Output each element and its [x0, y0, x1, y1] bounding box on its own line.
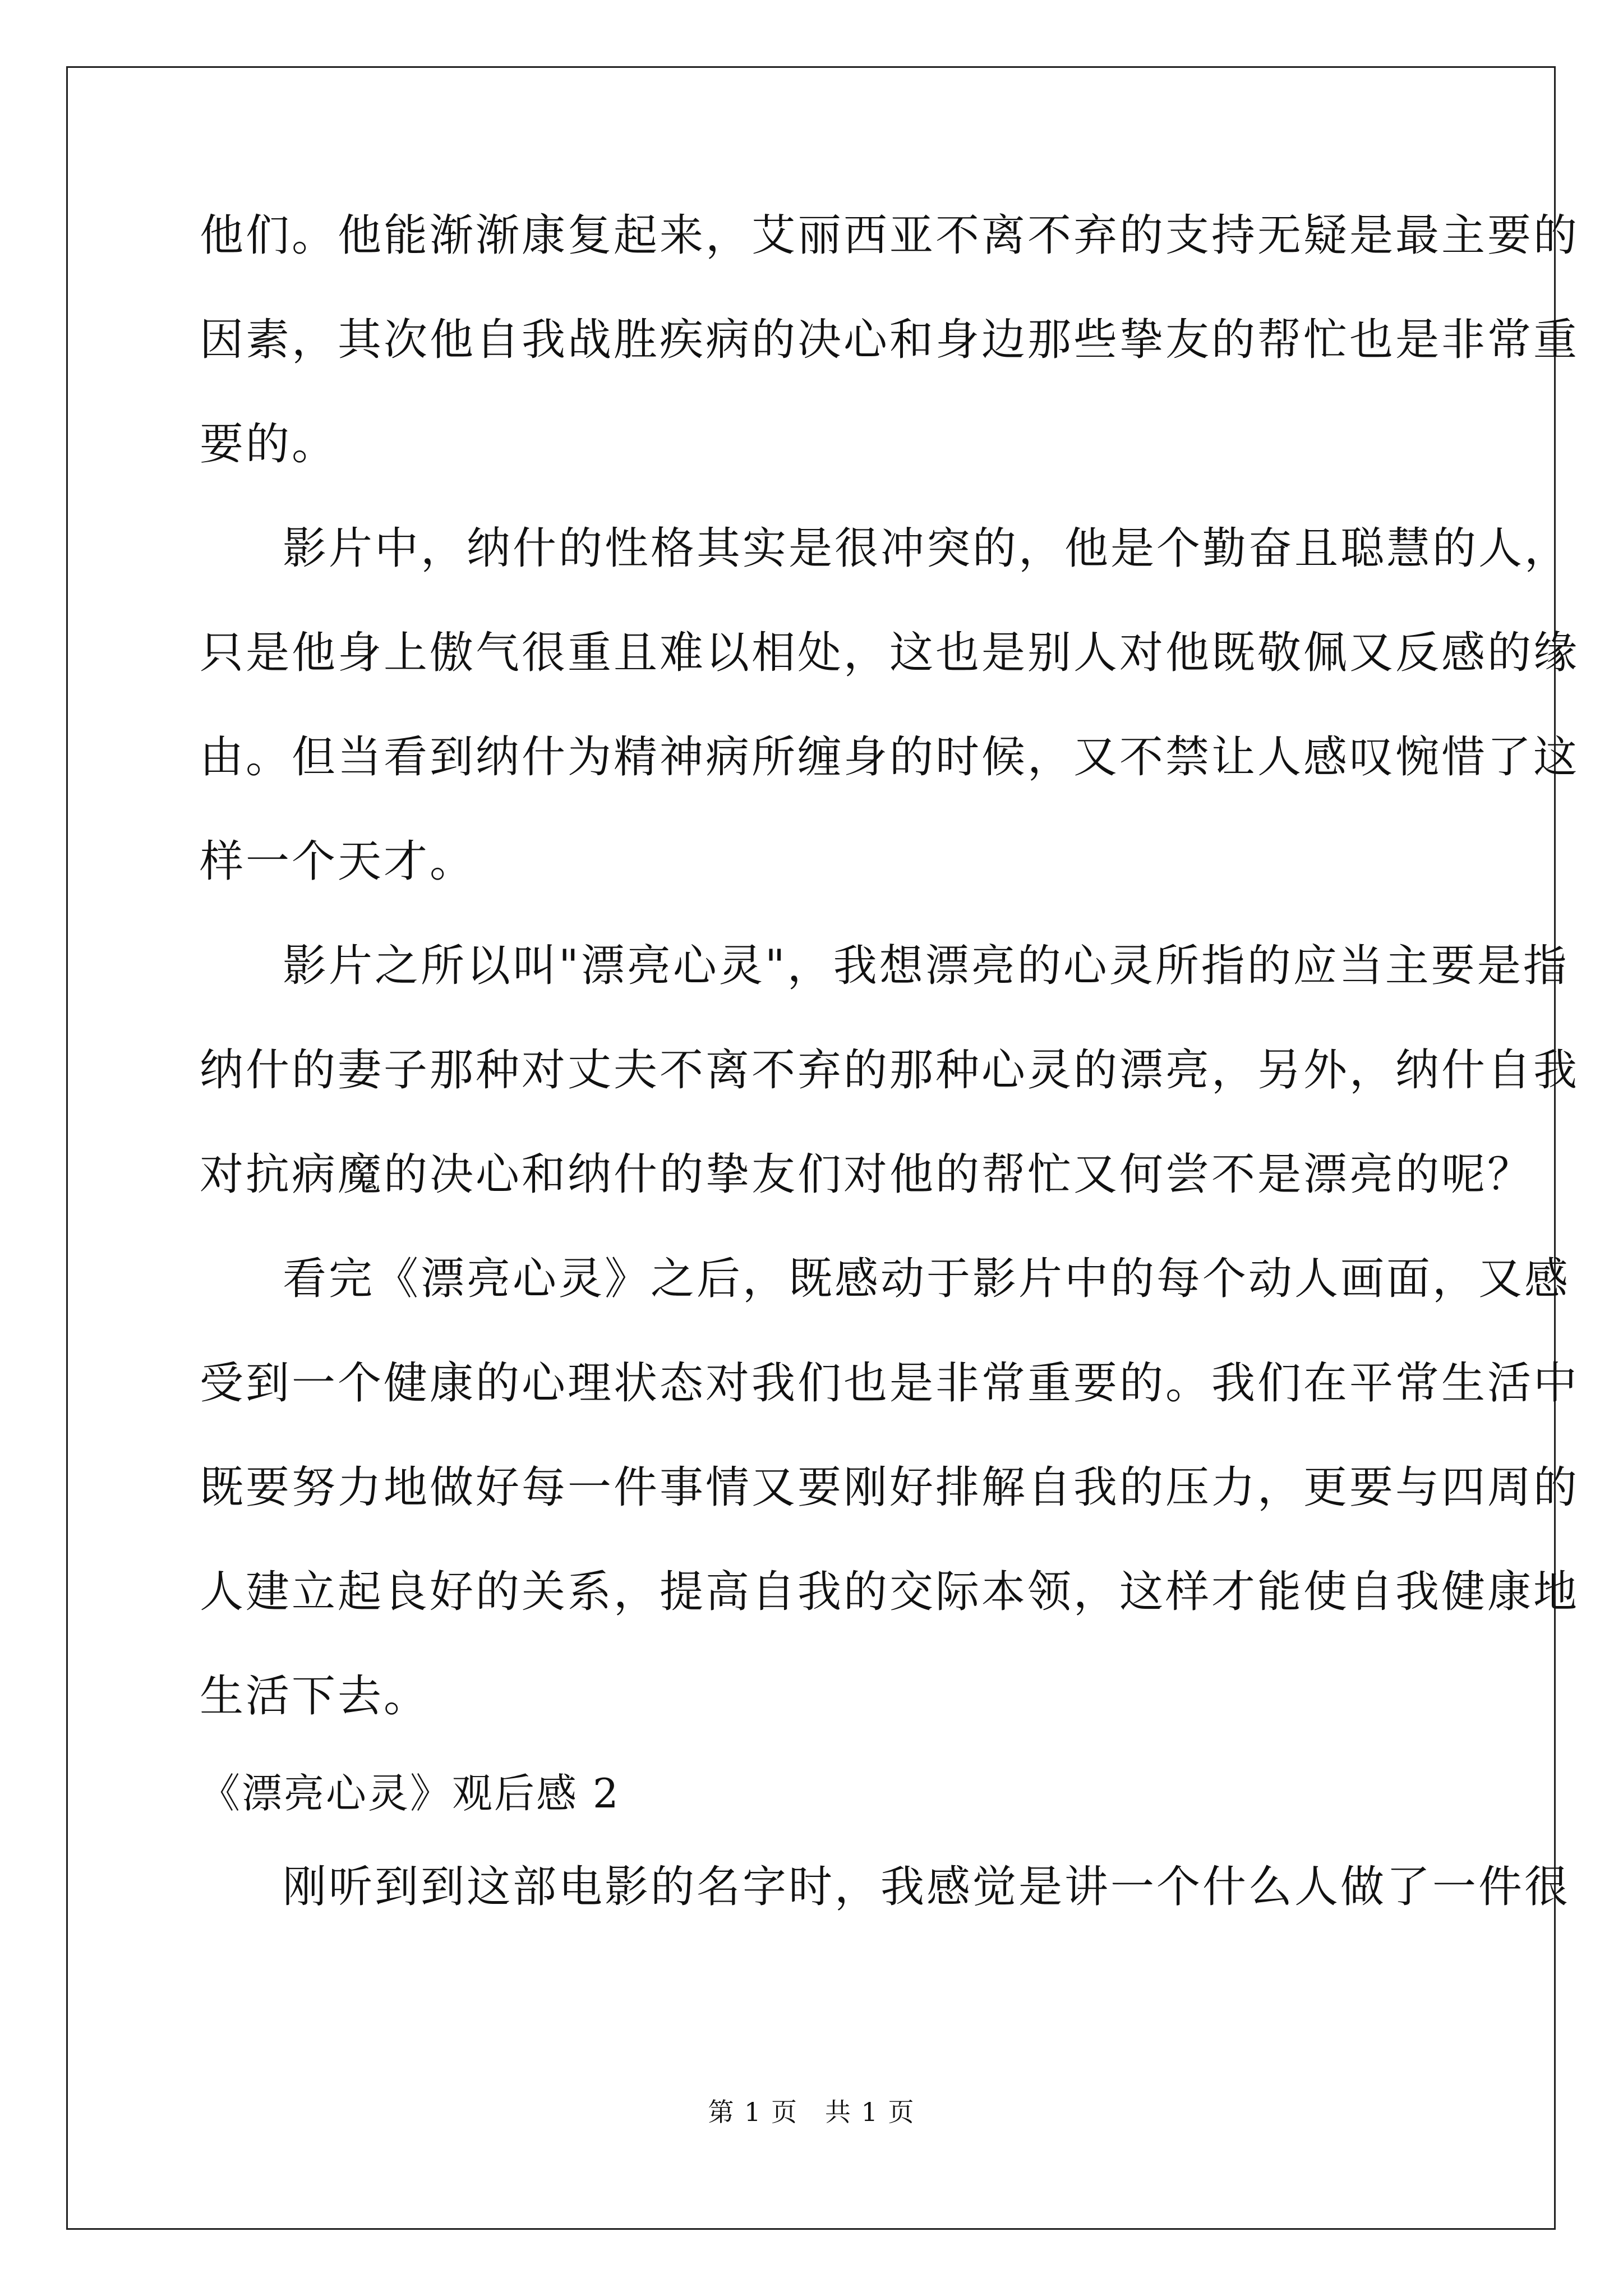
text-line: 他们。他能渐渐康复起来，艾丽西亚不离不弃的支持无疑是最主要的	[200, 210, 1580, 261]
text-line: 影片中，纳什的性格其实是很冲突的，他是个勤奋且聪慧的人，	[283, 523, 1571, 574]
text-line: 对抗病魔的决心和纳什的挚友们对他的帮忙又何尝不是漂亮的呢？	[200, 1149, 1534, 1200]
text-line: 生活下去。	[200, 1671, 430, 1722]
text-line: 看完《漂亮心灵》之后，既感动于影片中的每个动人画面，又感	[283, 1254, 1571, 1304]
text-line: 只是他身上傲气很重且难以相处，这也是别人对他既敬佩又反感的缘	[200, 628, 1580, 678]
page-number: 第 1 页 共 1 页	[708, 2097, 915, 2127]
text-line: 纳什的妻子那种对丈夫不离不弃的那种心灵的漂亮，另外，纳什自我	[200, 1045, 1580, 1096]
text-line: 刚听到到这部电影的名字时，我感觉是讲一个什么人做了一件很	[283, 1862, 1571, 1912]
text-line: 既要努力地做好每一件事情又要刚好排解自我的压力，更要与四周的	[200, 1462, 1580, 1513]
text-line: 人建立起良好的关系，提高自我的交际本领，这样才能使自我健康地	[200, 1567, 1580, 1617]
text-line: 样一个天才。	[200, 836, 476, 887]
text-line: 受到一个健康的心理状态对我们也是非常重要的。我们在平常生活中	[200, 1358, 1580, 1409]
text-line: 要的。	[200, 419, 338, 470]
text-line: 因素，其次他自我战胜疾病的决心和身边那些挚友的帮忙也是非常重	[200, 315, 1580, 365]
section-heading: 《漂亮心灵》观后感 2	[200, 1770, 620, 1817]
text-line: 由。但当看到纳什为精神病所缠身的时候，又不禁让人感叹惋惜了这	[200, 732, 1580, 783]
text-line: 影片之所以叫"漂亮心灵"，我想漂亮的心灵所指的应当主要是指	[283, 941, 1569, 991]
page-footer	[0, 2095, 1623, 2129]
